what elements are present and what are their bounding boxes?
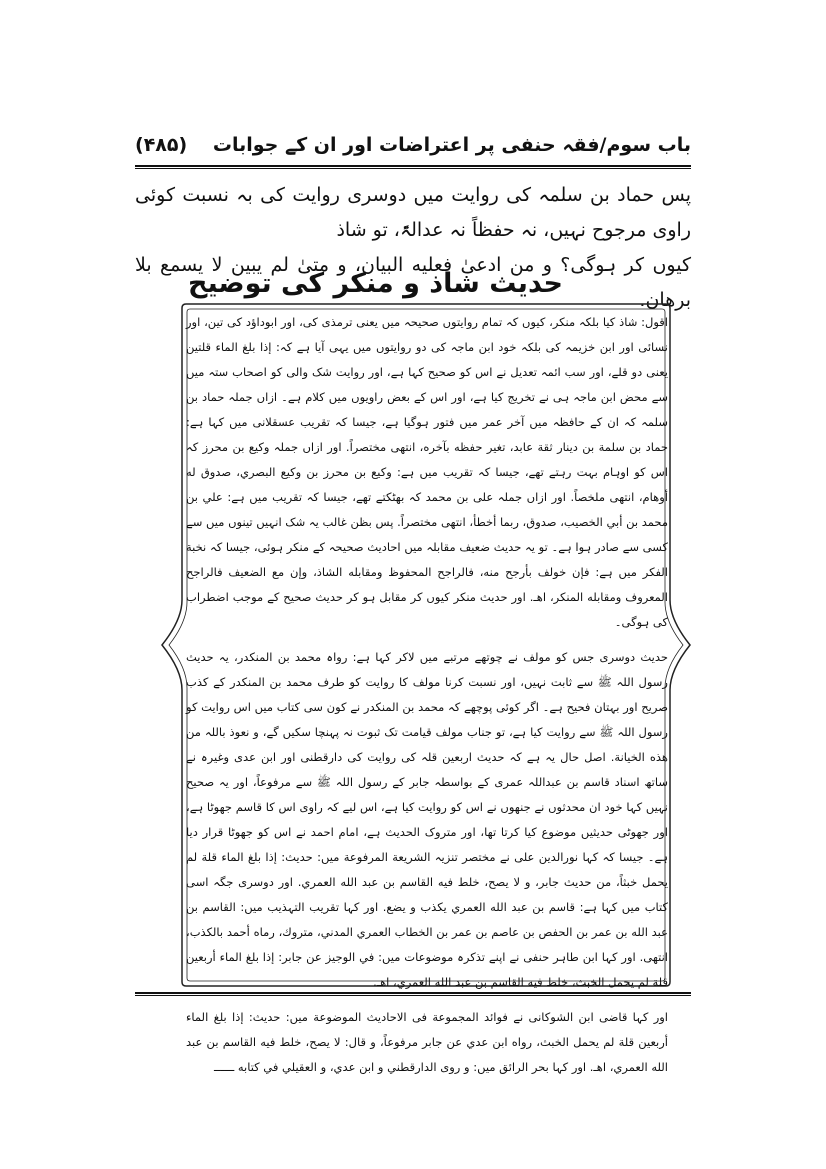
intro-line-1: پس حماد بن سلمہ کی روایت میں دوسری روایت کی بہ نسبت کوئی راوی مرجوح نہیں، نہ حفظاً نہ عدالۃً، تو شاذ — [135, 184, 691, 241]
section-heading: حدیث شاذ و منکر کی توضیح — [188, 268, 563, 299]
notes-paragraph-3: اور کہا قاضی ابن الشوکانی نے فوائد المجموعة فی الاحادیث الموضوعة میں: حدیث: إذا بلغ الماء أربعين قلة لم يحمل الخبث، رواه ابن عدي عن جابر مرفوعاً، و قال: لا يصح، خلط فيه القاسم بن عبد الله العمري، اهـ. اور کہا بحر الرائق میں: و روى الدارقطني و ابن عدي، و العقيلي في كتابه ــــــ — [186, 1010, 668, 1074]
notes-body — [186, 310, 668, 1074]
intro-line-2: کیوں کر ہوگی؟ و من ادعیٰ فعلیه البیان، و متیٰ لم یبین لا یسمع بلا برهان. — [135, 254, 691, 311]
footer-rule — [135, 992, 691, 996]
header-rule — [135, 165, 691, 169]
page-number: (۴۸۵) — [135, 134, 188, 156]
running-header — [135, 128, 691, 162]
notes-paragraph-2: حدیث دوسری جس کو مولف نے چوتھے مرتبے میں لاکر کہا ہے: رواہ محمد بن المنکدر، یہ حدیث رسول اللہ ﷺ سے ثابت نہیں، اور نسبت کرنا مولف کا روایت کو طرف محمد بن المنکدر کے کذب صریح اور بہتان فحیح ہے۔ اگر کوئی پوچھے کہ محمد بن المنکدر نے کون سی کتاب میں اس روایت کو رسول اللہ ﷺ سے روایت کیا ہے، تو جناب مولف قیامت تک ثبوت نہ پہنچا سکیں گے، و نعوذ باللہ من هذه الخیانة. اصل حال یہ ہے کہ حدیث اربعین قلہ کی روایت کی دارقطنی اور ابن عدی وغیرہ نے ساتھ اسناد قاسم بن عبداللہ عمری کے بواسطہ جابر کے رسول اللہ ﷺ سے مرفوعاً، اور یہ صحیح نہیں کہا خود ان محدثوں نے جنھوں نے اس کو روایت کیا ہے، اس لیے کہ راوی اس کا قاسم جھوٹا ہے، اور جھوٹی حدیثیں موضوع کیا کرتا تھا، اور متروک الحدیث ہے، امام احمد نے اس کو جھوٹا قرار دیا ہے۔ جیسا کہ کہا نورالدین علی نے مختصر تنزیہ الشریعة المرفوعة میں: حدیث: إذا بلغ الماء قلة لم يحمل خبثاً، من حديث جابر، و لا يصح، خلط فيه القاسم بن عبد الله العمري. اور دوسری جگہ اسی کتاب میں کہا ہے: قاسم بن عبد الله العمري يكذب و يضع. اور کہا تقریب التہذیب میں: القاسم بن عبد الله بن عمر بن الحفص بن عاصم بن عمر بن الخطاب العمري المدني، متروك، رماه أحمد بالكذب، انتهى. اور کہا ابن طاہر حنفی نے اپنے تذکرہ موضوعات میں: في الوجيز عن جابر: إذا بلغ الماء أربعين قلة لم يحمل الخبث، خلط فيه القاسم بن عبد الله العمري، اهـ. — [186, 650, 668, 989]
chapter-title: باب سوم/فقہ حنفی پر اعتراضات اور ان کے جوابات — [212, 134, 691, 156]
notes-paragraph-1: اقول: شاذ کیا بلکہ منکر، کیوں کہ تمام روایتوں صحیحہ میں یعنی ترمذی کی، اور ابوداؤد کی تین، اور نسائی اور ابن خزیمہ کی بلکہ خود ابن ماجہ کی دو روایتوں میں یہی آیا ہے کہ: إذا بلغ الماء قلتین یعنی دو قلے، اور سب ائمہ تعدیل نے اس کو صحیح کہا ہے، اور روایت شک والی کو اصحاب ستہ میں سے محض ابن ماجہ ہی نے تخریج کیا ہے، اور اس کے بعض راویوں میں کلام ہے۔ ازاں جملہ حماد بن سلمہ کہ ان کے حافظہ میں آخر عمر میں فتور ہوگیا ہے، جیسا کہ تقریب عسقلانی میں کہا ہے: حماد بن سلمة بن دينار ثقة عابد، تغير حفظه بآخره، انتهى مختصراً. اور ازاں جملہ وکیع بن محرز کہ اس کو اوہام بہت رہتے تھے، جیسا کہ تقریب میں ہے: وکیع بن محرز بن وکیع البصري، صدوق له أوهام، انتهى ملخصاً. اور ازاں جملہ علی بن محمد کہ بھٹکتے تھے، جیسا کہ تقریب میں ہے: علي بن محمد بن أبي الخصيب، صدوق، ربما أخطأ، انتهى مختصراً. پس بظن غالب یہ شک انہیں تینوں میں سے کسی سے صادر ہوا ہے۔ تو یہ حدیث ضعیف مقابلہ میں احادیث صحیحہ کے منکر ہوئی، جیسا کہ نخبة الفکر میں ہے: فإن خولف بأرجح منه، فالراجح المحفوظ ومقابله الشاذ، وإن مع الضعيف فالراجح المعروف ومقابله المنكر، اهـ. اور حدیث منکر کیوں کر مقابل ہو کر حدیث صحیح کے موجب اضطراب کی ہوگی۔ — [186, 315, 668, 629]
